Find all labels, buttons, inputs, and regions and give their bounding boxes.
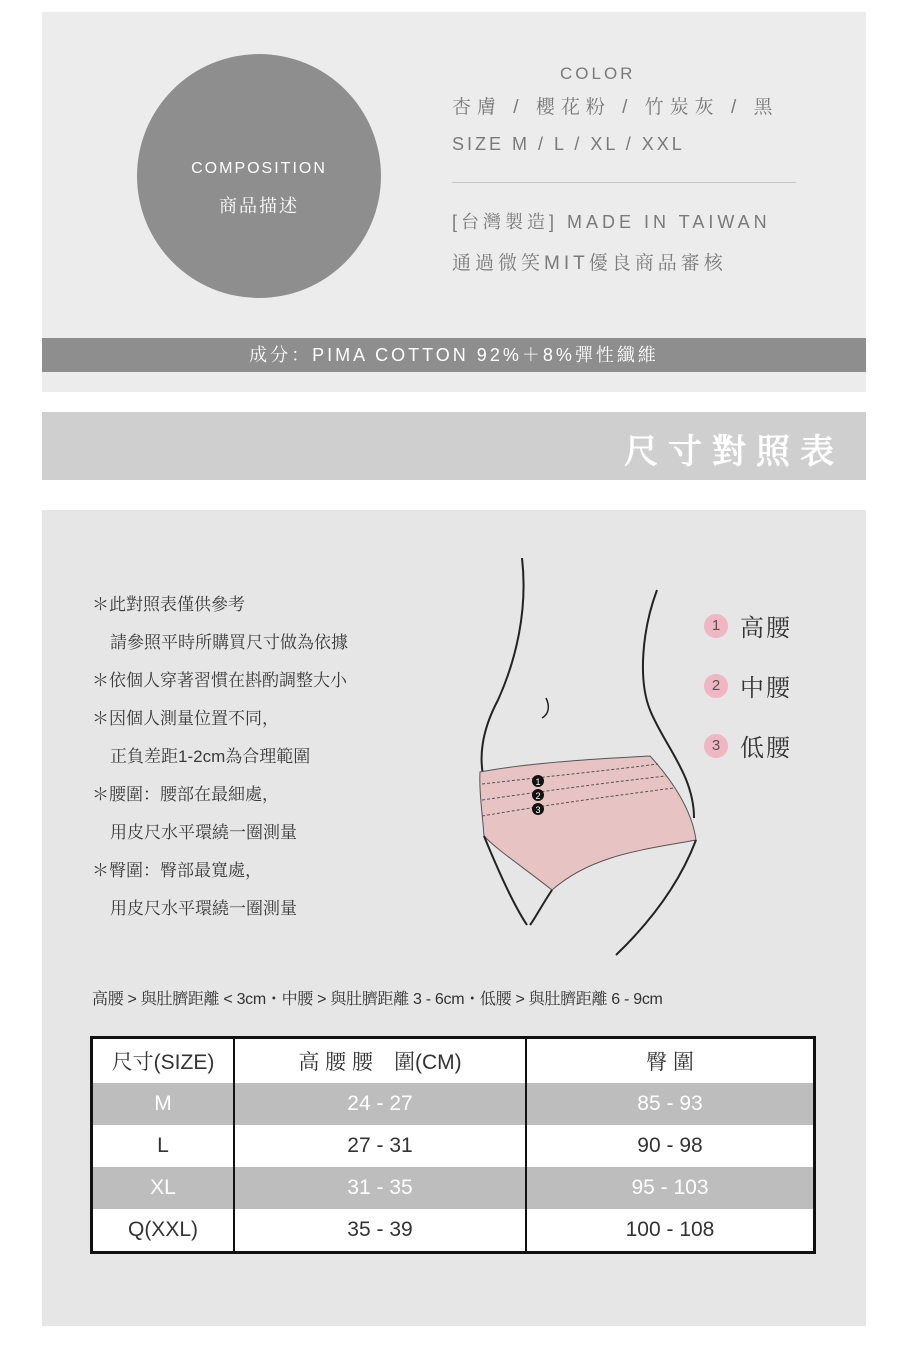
svg-text:1: 1 xyxy=(535,777,541,787)
cell-waist: 27 - 31 xyxy=(234,1125,526,1167)
svg-text:3: 3 xyxy=(535,805,541,815)
cell-size: XL xyxy=(92,1167,235,1209)
legend-label: 低腰 xyxy=(740,735,792,762)
legend-number: 3 xyxy=(704,734,728,758)
note-line: ＊臀圍：臀部最寬處， xyxy=(92,861,262,880)
composition-title: COMPOSITION xyxy=(191,160,327,177)
header-waist: 高 腰 腰 圍(CM) xyxy=(234,1038,526,1084)
note-line: ＊腰圍：腰部在最細處， xyxy=(92,785,279,804)
table-row xyxy=(92,1167,815,1209)
size-table xyxy=(90,1036,816,1254)
waist-diagram-illustration xyxy=(442,550,742,970)
cell-hip: 85 - 93 xyxy=(526,1083,815,1125)
mit-certification: 通過微笑MIT優良商品審核 xyxy=(452,253,727,274)
marker-high-waist xyxy=(532,775,544,787)
cell-size: L xyxy=(92,1125,235,1167)
legend-high-waist xyxy=(704,608,792,643)
cell-hip: 95 - 103 xyxy=(526,1167,815,1209)
cell-size: Q(XXL) xyxy=(92,1209,235,1253)
cell-size: M xyxy=(92,1083,235,1125)
note-line: ＊因個人測量位置不同， xyxy=(92,709,279,728)
note-line: 請參照平時所購買尺寸做為依據 xyxy=(110,633,348,652)
composition-panel xyxy=(42,12,866,392)
note-line: 正負差距1-2cm為合理範圍 xyxy=(110,747,311,766)
legend-number: 2 xyxy=(704,674,728,698)
table-row xyxy=(92,1125,815,1167)
size-chart-title: 尺寸對照表 xyxy=(624,433,844,471)
note-line: 用皮尺水平環繞一圈測量 xyxy=(110,823,297,842)
size-options: SIZE M / L / XL / XXL xyxy=(452,134,685,154)
svg-text:2: 2 xyxy=(535,791,541,801)
header-size: 尺寸(SIZE) xyxy=(92,1038,235,1084)
note-line: ＊此對照表僅供參考 xyxy=(92,595,245,614)
cell-hip: 100 - 108 xyxy=(526,1209,815,1253)
legend-label: 高腰 xyxy=(740,615,792,642)
composition-subtitle: 商品描述 xyxy=(219,196,299,216)
fabric-composition-bar: 成分：PIMA COTTON 92%＋8%彈性纖維 xyxy=(42,338,866,372)
legend-mid-waist xyxy=(704,668,792,703)
info-divider xyxy=(452,182,796,183)
note-line: ＊依個人穿著習慣在斟酌調整大小 xyxy=(92,671,347,690)
cell-waist: 31 - 35 xyxy=(234,1167,526,1209)
table-header-row xyxy=(92,1038,815,1084)
waist-rise-definition: 高腰 > 與肚臍距離 < 3cm・中腰 > 與肚臍距離 3 - 6cm・低腰 > 與肚臍距離 6 - 9cm xyxy=(92,991,663,1008)
made-in-taiwan: [台灣製造] MADE IN TAIWAN xyxy=(452,212,771,232)
size-guide-panel xyxy=(42,510,866,1326)
table-row xyxy=(92,1209,815,1253)
legend-number: 1 xyxy=(704,614,728,638)
composition-circle xyxy=(137,54,381,298)
cell-waist: 24 - 27 xyxy=(234,1083,526,1125)
size-chart-title-bar xyxy=(42,412,866,480)
header-hip: 臀 圍 xyxy=(526,1038,815,1084)
legend-low-waist xyxy=(704,728,792,763)
legend-label: 中腰 xyxy=(740,675,792,702)
note-line: 用皮尺水平環繞一圈測量 xyxy=(110,899,297,918)
color-values: 杏膚 / 櫻花粉 / 竹炭灰 / 黑 xyxy=(452,97,779,118)
color-label: COLOR xyxy=(560,64,636,83)
cell-waist: 35 - 39 xyxy=(234,1209,526,1253)
cell-hip: 90 - 98 xyxy=(526,1125,815,1167)
marker-low-waist xyxy=(532,803,544,815)
marker-mid-waist xyxy=(532,789,544,801)
table-row xyxy=(92,1083,815,1125)
